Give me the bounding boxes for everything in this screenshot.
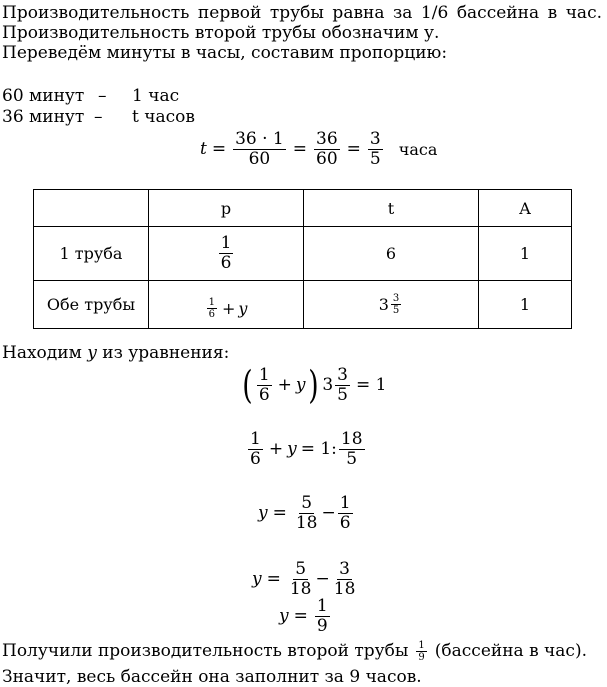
- equals-sign: =: [293, 606, 308, 626]
- conclusion-pre: Получили производительность второй трубы: [2, 641, 409, 661]
- table-header-cell: t: [304, 190, 479, 227]
- numerator: 1: [339, 492, 351, 513]
- equation-2: [246, 426, 367, 472]
- equals-divide: = 1:: [300, 439, 337, 459]
- minus-sign: −: [321, 503, 336, 523]
- y-variable: y: [287, 439, 297, 459]
- conclusion-line-2: Значит, весь бассейн она заполнит за 9 часов.: [2, 667, 422, 687]
- plus-sign: +: [277, 375, 292, 395]
- table-cell-t: [304, 281, 479, 329]
- table-header-cell: A: [479, 190, 572, 227]
- conclusion-line-1: [2, 637, 587, 665]
- open-paren: (: [242, 363, 253, 407]
- fraction: [294, 494, 320, 532]
- numerator: 1: [316, 595, 328, 616]
- data-table: [33, 189, 572, 329]
- intro-line-1: Производительность первой трубы равна за 1/6 бассейна в час.: [2, 3, 602, 23]
- whole-part: 3: [322, 375, 334, 395]
- y-variable: y: [258, 503, 268, 523]
- solve-label-pre: Находим: [2, 343, 88, 363]
- close-paren: ): [307, 363, 319, 407]
- denominator: 6: [339, 512, 351, 533]
- minus-sign: −: [315, 569, 330, 589]
- numerator: 1: [250, 428, 261, 449]
- denominator: 6: [258, 384, 270, 405]
- denominator: 5: [392, 305, 400, 316]
- equation-1: [240, 362, 386, 408]
- fraction: [335, 366, 350, 404]
- fraction: [219, 234, 234, 272]
- numerator: 3: [369, 128, 381, 149]
- intro-line-2: Производительность второй трубы обозначим у.: [2, 23, 440, 43]
- equals-sign: =: [266, 569, 281, 589]
- proportion-row-2: [2, 107, 195, 127]
- proportion-left: 36 минут: [2, 107, 85, 127]
- fraction: [416, 640, 426, 663]
- fraction: [288, 560, 314, 598]
- table-cell-a: 1: [479, 227, 572, 281]
- denominator: 6: [208, 308, 215, 320]
- rhs: = 1: [356, 375, 387, 395]
- whole-part: 3: [378, 295, 389, 314]
- equals-sign: =: [346, 139, 361, 159]
- numerator: 5: [295, 558, 307, 579]
- t-variable: t: [200, 139, 207, 159]
- denominator: 9: [418, 651, 425, 663]
- denominator: 5: [346, 448, 358, 469]
- y-variable: y: [252, 569, 262, 589]
- plus-sign: +: [221, 298, 236, 318]
- fraction: [314, 130, 340, 168]
- proportion-dash: –: [98, 86, 107, 106]
- table-row: [34, 281, 572, 329]
- denominator: 5: [337, 384, 348, 405]
- y-variable: y: [238, 298, 248, 318]
- y-variable: y: [295, 375, 306, 395]
- equation-5: [279, 594, 332, 638]
- proportion-row-1: [2, 86, 180, 106]
- numerator: 1: [418, 639, 425, 651]
- table-header-cell: p: [149, 190, 304, 227]
- intro-line-3: Переведём минуты в часы, составим пропорцию:: [2, 43, 448, 63]
- equation-3: [258, 490, 355, 536]
- proportion-left: 60 минут: [2, 86, 85, 106]
- proportion-right: 1 час: [132, 86, 180, 106]
- numerator: 1: [220, 233, 232, 254]
- fraction: [338, 494, 353, 532]
- fraction: [248, 430, 263, 468]
- table-cell-p: [149, 227, 304, 281]
- table-cell-p: [149, 281, 304, 329]
- denominator: 9: [316, 615, 328, 636]
- numerator: 3: [337, 364, 348, 385]
- plus-sign: +: [268, 439, 284, 459]
- numerator: 36: [316, 128, 338, 149]
- table-header-cell: [34, 190, 149, 227]
- fraction: [257, 366, 272, 404]
- denominator: 6: [250, 448, 261, 469]
- equals-sign: =: [272, 503, 287, 523]
- denominator: 5: [369, 148, 381, 169]
- table-row: [34, 227, 572, 281]
- table-header-row: [34, 190, 572, 227]
- denominator: 60: [316, 148, 338, 169]
- table-cell-label: Обе трубы: [34, 281, 149, 329]
- fraction: [315, 597, 330, 635]
- numerator: 3: [339, 558, 350, 579]
- table-cell-a: 1: [479, 281, 572, 329]
- denominator: 6: [220, 253, 232, 273]
- numerator: 5: [301, 492, 313, 513]
- denominator: 18: [295, 512, 318, 533]
- table-cell-label: 1 труба: [34, 227, 149, 281]
- fraction: [391, 293, 401, 316]
- table-cell-t: 6: [304, 227, 479, 281]
- solve-label: [2, 343, 229, 363]
- solve-label-post: из уравнения:: [96, 343, 230, 363]
- denominator: 18: [333, 578, 356, 599]
- y-variable: y: [87, 343, 97, 363]
- conclusion-post: (бассейна в час).: [434, 641, 587, 661]
- numerator: 3: [392, 293, 400, 304]
- numerator: 36 · 1: [235, 128, 284, 149]
- unit-label: часа: [398, 139, 438, 159]
- equals-sign: =: [211, 139, 227, 159]
- fraction: [368, 130, 383, 168]
- t-formula: [200, 126, 437, 172]
- proportion-right: t часов: [132, 107, 195, 127]
- fraction: [233, 130, 286, 168]
- proportion-dash: –: [94, 107, 103, 127]
- numerator: 1: [258, 364, 270, 385]
- numerator: 1: [208, 296, 215, 308]
- numerator: 18: [340, 428, 363, 449]
- fraction: [339, 430, 365, 468]
- equals-sign: =: [292, 139, 308, 159]
- denominator: 18: [289, 578, 312, 599]
- fraction: [207, 297, 217, 320]
- y-variable: y: [279, 606, 289, 626]
- fraction: [332, 560, 358, 598]
- denominator: 60: [248, 148, 271, 169]
